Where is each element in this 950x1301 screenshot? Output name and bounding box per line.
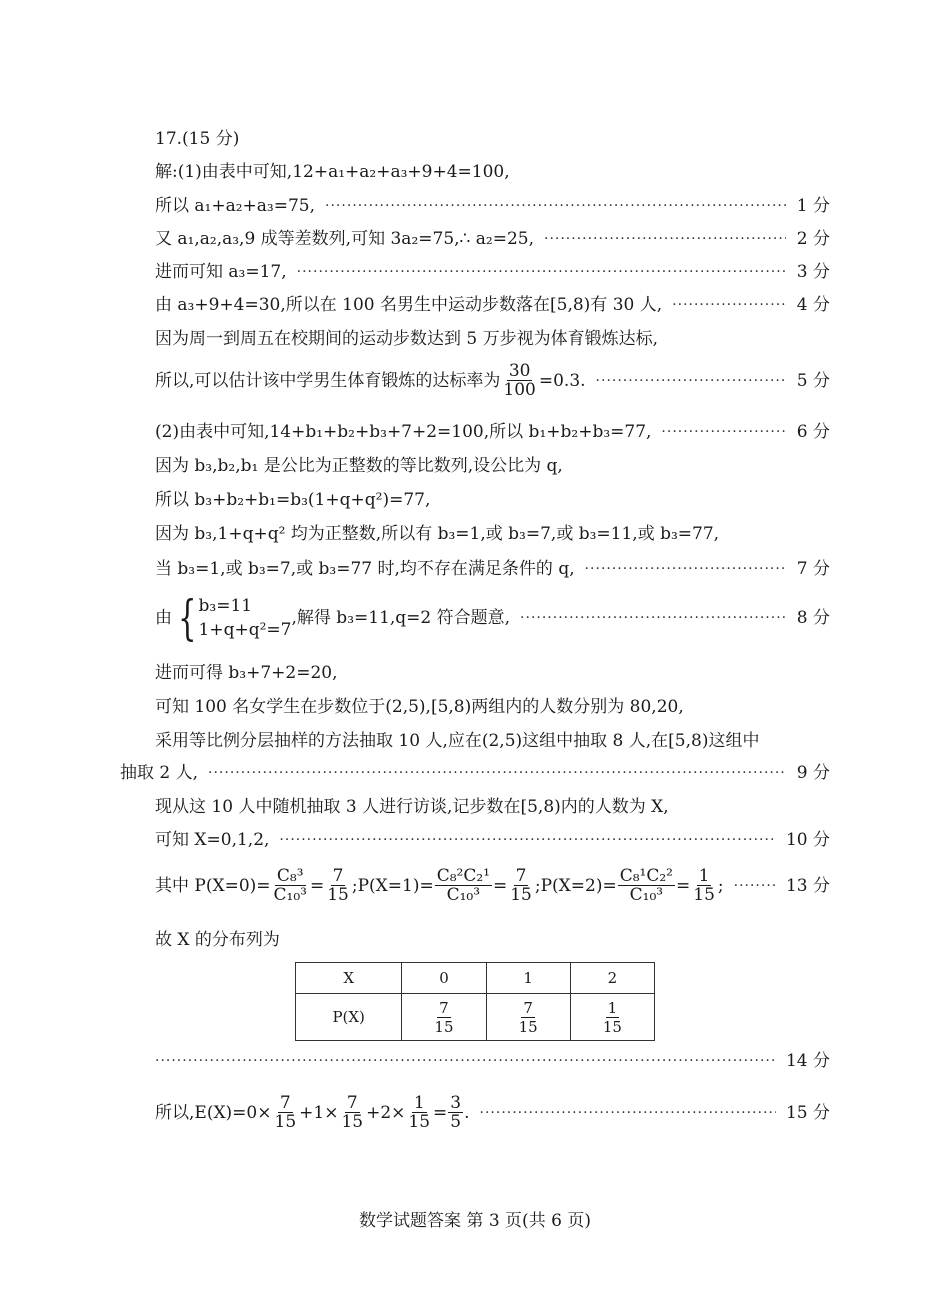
score: 2 分	[796, 229, 830, 249]
fraction: $\frac{\text{C₈¹C₂²}}{\text{C₁₀³}}$	[619, 866, 673, 905]
fraction: $\frac{30}{100}$	[503, 361, 536, 400]
table-header-cell: X	[296, 963, 402, 994]
step-text: 因为周一到周五在校期间的运动步数达到 5 万步视为体育锻炼达标,	[155, 329, 659, 349]
distribution-table	[295, 962, 655, 1041]
step-line: 所以,可以估计该中学男生体育锻炼的达标率为 $\frac{30}{100}$ =0.3. ····· 5 分	[155, 362, 830, 399]
step-line: 可知 X=0,1,2, ····· 10 分	[155, 829, 830, 851]
step-line: 又 a₁,a₂,a₃,9 成等差数列,可知 3a₂=75,∴ a₂=25, ····· 2 分	[155, 228, 830, 250]
step-line: 进而可知 a₃=17, ····· 3 分	[155, 261, 830, 283]
table-cell: $\frac{1}{15}$	[570, 994, 654, 1041]
score: 14 分	[785, 1051, 830, 1071]
score: 13 分	[785, 875, 830, 896]
table-header-cell: 2	[570, 963, 654, 994]
step-text: 所以 b₃+b₂+b₁=b₃(1+q+q²)=77,	[155, 490, 431, 510]
score: 15 分	[785, 1102, 830, 1123]
step-line: 所以 a₁+a₂+a₃=75, ····· 1 分	[155, 195, 830, 217]
score: 3 分	[796, 262, 830, 282]
step-line: 由 a₃+9+4=30,所以在 100 名男生中运动步数落在[5,8)有 30 人, ····· 4 分	[155, 294, 830, 316]
table-header-cell: 1	[486, 963, 570, 994]
step-text: 进而可得 b₃+7+2=20,	[155, 663, 338, 683]
fraction: $\frac{\text{C₈³}}{\text{C₁₀³}}$	[273, 866, 307, 905]
step-text: 现从这 10 人中随机抽取 3 人进行访谈,记步数在[5,8)内的人数为 X,	[155, 797, 669, 817]
fraction: $\frac{3}{5}$	[450, 1093, 462, 1132]
step-text: 因为 b₃,1+q+q² 均为正整数,所以有 b₃=1,或 b₃=7,或 b₃=11,或 b₃=77,	[155, 524, 720, 544]
problem-number: 17.(15 分)	[155, 129, 240, 149]
score: 9 分	[796, 763, 830, 783]
fraction: $\frac{1}{15}$	[408, 1093, 431, 1132]
expectation-line: 所以,E(X)=0× $\frac{7}{15}$ +1× $\frac{7}{15}$ +2× $\frac{1}{15}$ = $\frac{3}{5}$ . ····· 15 分	[155, 1094, 830, 1131]
fraction: $\frac{7}{15}$	[327, 866, 349, 905]
score: 10 分	[785, 830, 830, 850]
fraction: $\frac{7}{15}$	[341, 1093, 364, 1132]
score: 7 分	[796, 559, 830, 579]
table-cell: $\frac{7}{15}$	[486, 994, 570, 1041]
step-text: 可知 100 名女学生在步数位于(2,5),[5,8)两组内的人数分别为 80,20,	[155, 697, 684, 717]
table-row-label: P(X)	[296, 994, 402, 1041]
step-line: 抽取 2 人, ····· 9 分	[120, 762, 830, 784]
step-line	[155, 1050, 830, 1072]
solution-intro: 解:(1)由表中可知,12+a₁+a₂+a₃+9+4=100,	[155, 162, 510, 182]
step-line: 由 { b₃=11 1+q+q²=7 ,解得 b₃=11,q=2 符合题意, ····· 8 分	[155, 594, 830, 642]
fraction: $\frac{1}{15}$	[693, 866, 715, 905]
step-text: 因为 b₃,b₂,b₁ 是公比为正整数的等比数列,设公比为 q,	[155, 456, 563, 476]
table-header-cell: 0	[402, 963, 486, 994]
score: 5 分	[796, 370, 830, 391]
fraction: $\frac{7}{15}$	[510, 866, 532, 905]
table-cell: $\frac{7}{15}$	[402, 994, 486, 1041]
score: 8 分	[796, 608, 830, 628]
page-footer: 数学试题答案 第 3 页(共 6 页)	[359, 1211, 591, 1231]
score: 4 分	[796, 295, 830, 315]
fraction: $\frac{7}{15}$	[274, 1093, 297, 1132]
score: 1 分	[796, 196, 830, 216]
step-line: (2)由表中可知,14+b₁+b₂+b₃+7+2=100,所以 b₁+b₂+b₃=77, ····· 6 分	[155, 421, 830, 443]
probability-line: 其中 P(X=0)= $\frac{\text{C₈³}}{\text{C₁₀³}}$ = $\frac{7}{15}$ ;P(X=1)= $\frac{\text{C₈²C₂¹}}{\text{C₁₀³}}$ = $\frac{7}{15}$ ;P(X=2)= $\frac{\text{C₈¹C₂²}}{\text{C₁₀³}}$ = $\frac{1}{15}$ ; ····· 13 分	[155, 867, 830, 904]
step-text: 故 X 的分布列为	[155, 930, 280, 950]
score: 6 分	[796, 422, 830, 442]
step-line: 当 b₃=1,或 b₃=7,或 b₃=77 时,均不存在满足条件的 q, ····· 7 分	[155, 558, 830, 580]
equation-system: { b₃=11 1+q+q²=7	[178, 590, 292, 646]
fraction: $\frac{\text{C₈²C₂¹}}{\text{C₁₀³}}$	[436, 866, 490, 905]
step-text: 采用等比例分层抽样的方法抽取 10 人,应在(2,5)这组中抽取 8 人,在[5,8)这组中	[155, 731, 760, 751]
